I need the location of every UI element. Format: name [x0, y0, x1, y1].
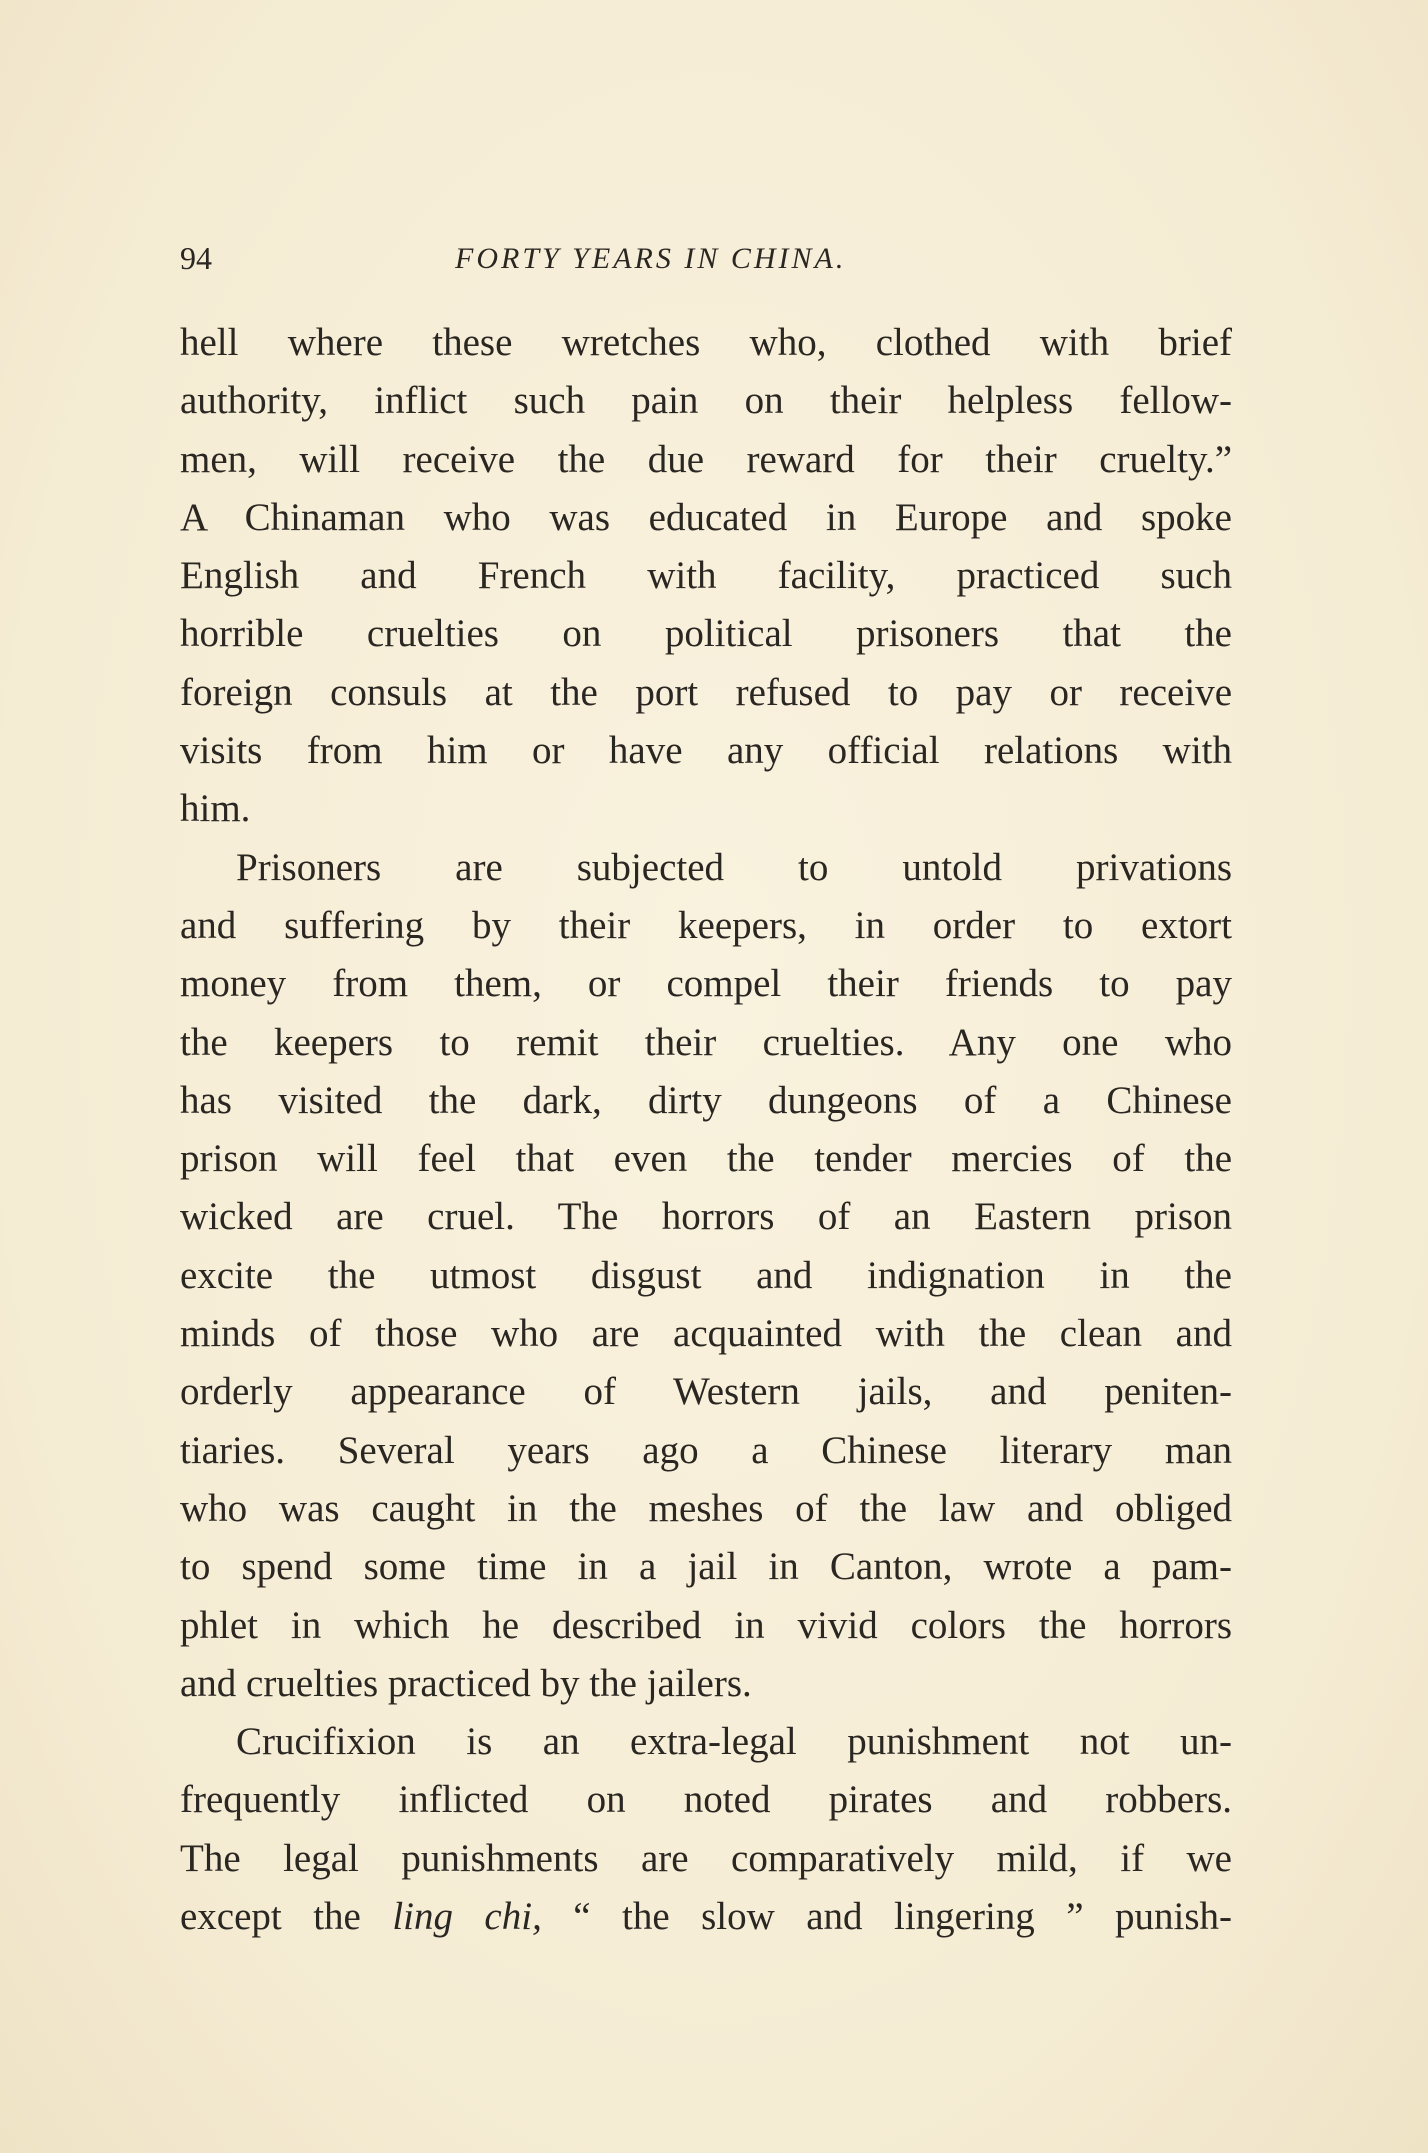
body-text	[180, 314, 1232, 1946]
text-line: foreign consuls at the port refused to pay or receive	[180, 670, 1232, 714]
text-line: has visited the dark, dirty dungeons of a Chinese	[180, 1078, 1232, 1122]
text-line: phlet in which he described in vivid colors the horrors	[180, 1603, 1232, 1647]
text-line: frequently inflicted on noted pirates and robbers.	[180, 1778, 1232, 1822]
text-line: Prisoners are subjected to untold privations	[236, 845, 1232, 889]
page-number: 94	[180, 240, 212, 276]
text-line: authority, inflict such pain on their helpless fellow-	[180, 379, 1232, 423]
text-line: and cruelties practiced by the jailers.	[180, 1661, 752, 1705]
text-line: minds of those who are acquainted with the clean and	[180, 1312, 1232, 1356]
text-line: horrible cruelties on political prisoners that the	[180, 612, 1232, 656]
italic-term: ling chi,	[392, 1895, 542, 1939]
text-line: excite the utmost disgust and indignation in the	[180, 1253, 1232, 1297]
text-line: who was caught in the meshes of the law and obliged	[180, 1486, 1232, 1530]
running-head	[180, 240, 1232, 290]
running-title: FORTY YEARS IN CHINA.	[455, 242, 847, 275]
text-line: visits from him or have any official relations with	[180, 729, 1232, 773]
text-line: and suffering by their keepers, in order to extort	[180, 903, 1232, 947]
text-line: to spend some time in a jail in Canton, wrote a pam-	[180, 1545, 1232, 1589]
text-segment: except the	[180, 1895, 393, 1939]
text-line: wicked are cruel. The horrors of an Eastern prison	[180, 1195, 1232, 1239]
text-line: orderly appearance of Western jails, and peniten-	[180, 1370, 1232, 1414]
text-line: prison will feel that even the tender mercies of the	[180, 1137, 1232, 1181]
text-line: money from them, or compel their friends to pay	[180, 962, 1232, 1006]
text-line: Crucifixion is an extra-legal punishment not un-	[236, 1720, 1232, 1764]
text-line: the keepers to remit their cruelties. Any one who	[180, 1020, 1232, 1064]
text-line: him.	[180, 787, 251, 831]
text-line: hell where these wretches who, clothed with brief	[180, 321, 1232, 364]
text-line-final	[180, 1888, 1232, 1946]
text-line: tiaries. Several years ago a Chinese literary man	[180, 1428, 1232, 1472]
text-line: men, will receive the due reward for their cruelty.”	[180, 437, 1232, 481]
text-line: English and French with facility, practiced such	[180, 554, 1232, 598]
text-line: A Chinaman who was educated in Europe and spoke	[180, 495, 1232, 539]
text-segment: “ the slow and lingering ” punish-	[541, 1895, 1232, 1939]
text-line: The legal punishments are comparatively mild, if we	[180, 1836, 1232, 1880]
